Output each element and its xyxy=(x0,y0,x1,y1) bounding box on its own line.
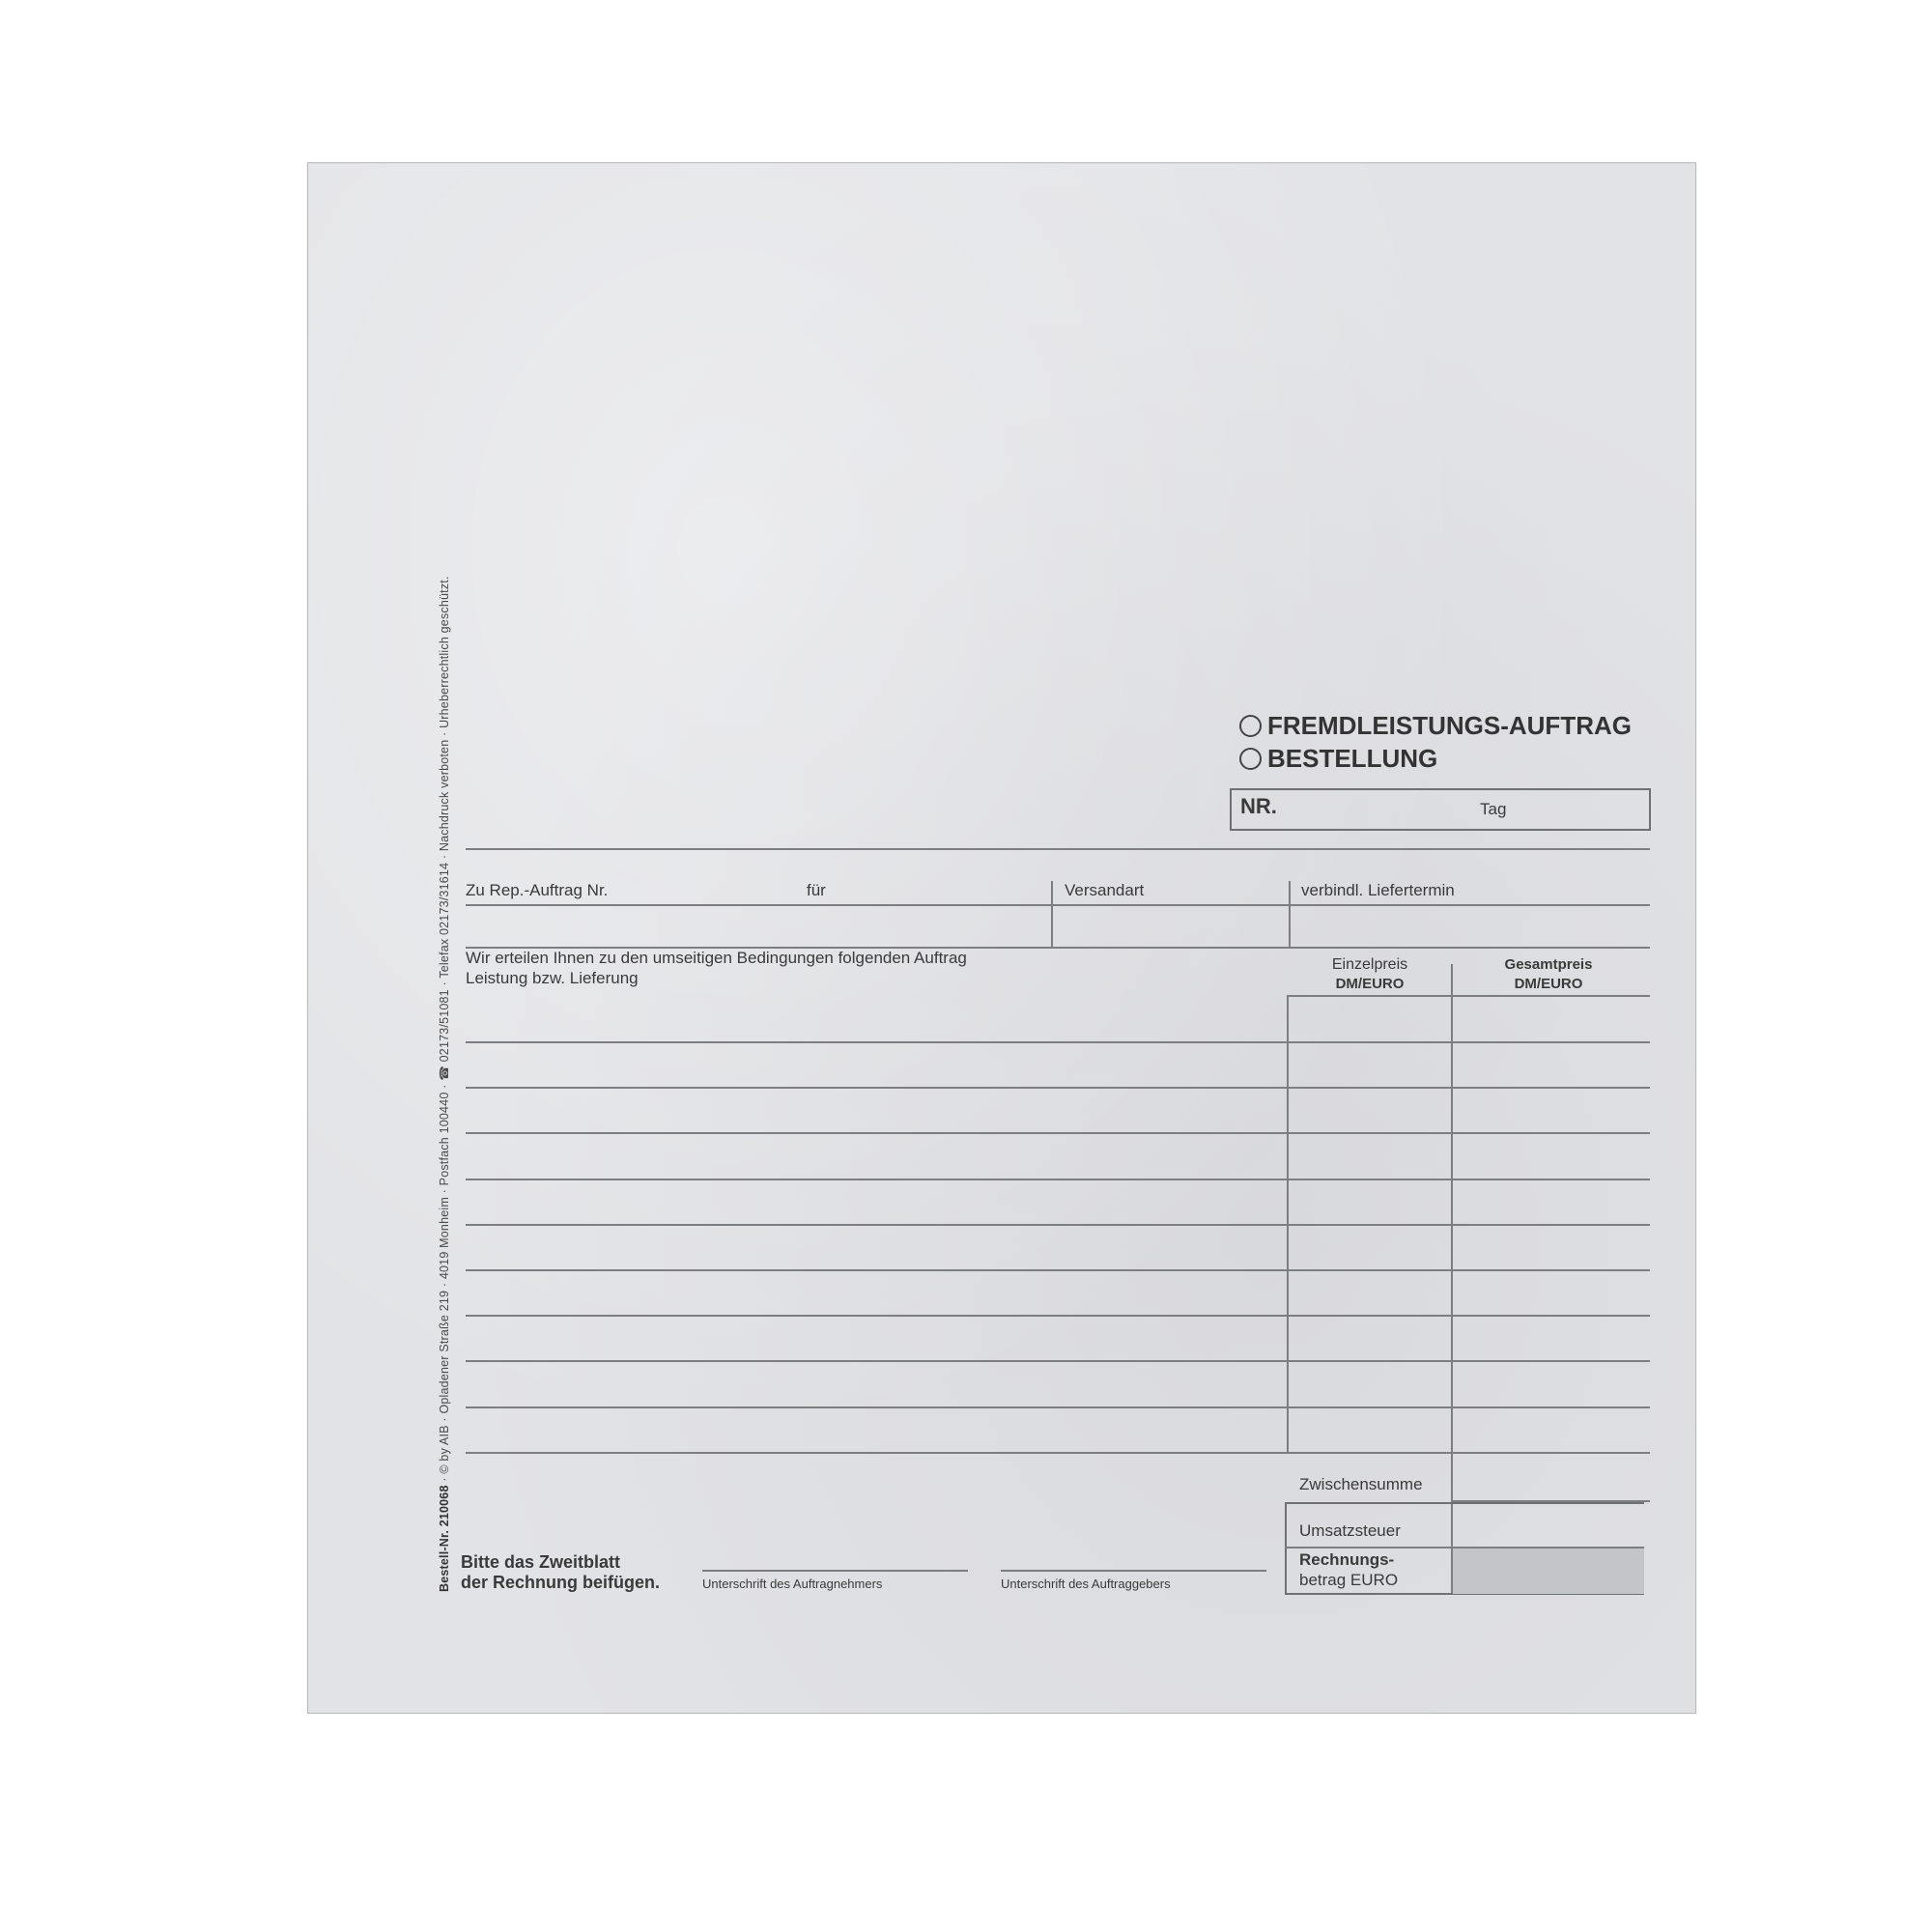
intro-line-1: Wir erteilen Ihnen zu den umseitigen Bedingungen folgenden Auftrag xyxy=(466,949,967,967)
table-row-rule[interactable] xyxy=(466,1452,1650,1454)
imprint-text: · © by AIB · Opladener Straße 219 · 4019 Monheim · Postfach 100440 · ☎ 02173/51081 · Telefax 02173/31614 · Nachdruck verboten · Urheberrechtlich geschützt. xyxy=(438,576,451,1482)
table-row-rule[interactable] xyxy=(466,1132,1650,1134)
table-row-rule[interactable] xyxy=(466,1269,1650,1271)
radio-circle-icon[interactable] xyxy=(1239,748,1262,770)
field-divider xyxy=(1289,881,1291,949)
zwischensumme-label: Zwischensumme xyxy=(1299,1475,1423,1493)
client-signature-label: Unterschrift des Auftraggebers xyxy=(1001,1577,1171,1591)
vertical-imprint xyxy=(437,576,451,1592)
option-fremdleistung[interactable] xyxy=(1239,711,1632,741)
table-row-rule[interactable] xyxy=(466,1224,1650,1226)
order-form-sheet xyxy=(307,162,1696,1714)
option-fremdleistung-label: FREMDLEISTUNGS-AUFTRAG xyxy=(1267,711,1632,740)
footer-note-line-1: Bitte das Zweitblatt xyxy=(461,1552,621,1572)
option-bestellung[interactable] xyxy=(1239,744,1437,774)
table-row-rule[interactable] xyxy=(466,1315,1650,1317)
einzelpreis-column-line xyxy=(1287,995,1289,1453)
imprint-order-number: Bestell-Nr. 210068 xyxy=(438,1485,451,1592)
option-bestellung-label: BESTELLUNG xyxy=(1267,744,1438,773)
fuer-label: für xyxy=(807,881,826,899)
top-rule xyxy=(466,848,1650,850)
einzelpreis-currency: DM/EURO xyxy=(1335,976,1405,992)
rechnungsbetrag-label-1: Rechnungs- xyxy=(1299,1550,1395,1569)
field-row-rule xyxy=(466,904,1650,906)
grand-total-field[interactable] xyxy=(1453,1548,1644,1594)
table-row-rule[interactable] xyxy=(466,1406,1650,1408)
table-row-rule[interactable] xyxy=(466,1041,1650,1043)
tag-label: Tag xyxy=(1480,800,1507,818)
table-row-rule[interactable] xyxy=(466,1360,1650,1362)
field-divider xyxy=(1051,881,1053,949)
contractor-signature-label: Unterschrift des Auftragnehmers xyxy=(702,1577,883,1591)
gesamtpreis-currency: DM/EURO xyxy=(1514,976,1583,992)
rechnungsbetrag-label-2: betrag EURO xyxy=(1299,1571,1399,1589)
client-signature-line[interactable] xyxy=(1001,1570,1266,1572)
contractor-signature-line[interactable] xyxy=(702,1570,968,1572)
table-row-rule[interactable] xyxy=(466,1179,1650,1180)
number-date-box[interactable] xyxy=(1230,788,1651,831)
intro-line-2: Leistung bzw. Lieferung xyxy=(466,969,639,987)
price-header-rule xyxy=(1289,995,1650,997)
radio-circle-icon[interactable] xyxy=(1239,715,1262,737)
einzelpreis-header: Einzelpreis xyxy=(1331,956,1408,973)
versandart-label: Versandart xyxy=(1065,881,1145,899)
liefertermin-label: verbindl. Liefertermin xyxy=(1301,881,1455,899)
umsatzsteuer-label: Umsatzsteuer xyxy=(1299,1521,1401,1540)
footer-note-line-2: der Rechnung beifügen. xyxy=(461,1573,661,1592)
table-row-rule[interactable] xyxy=(466,1087,1650,1089)
gesamtpreis-header: Gesamtpreis xyxy=(1504,956,1593,973)
nr-label: NR. xyxy=(1240,794,1277,818)
rep-auftrag-label: Zu Rep.-Auftrag Nr. xyxy=(466,881,609,899)
